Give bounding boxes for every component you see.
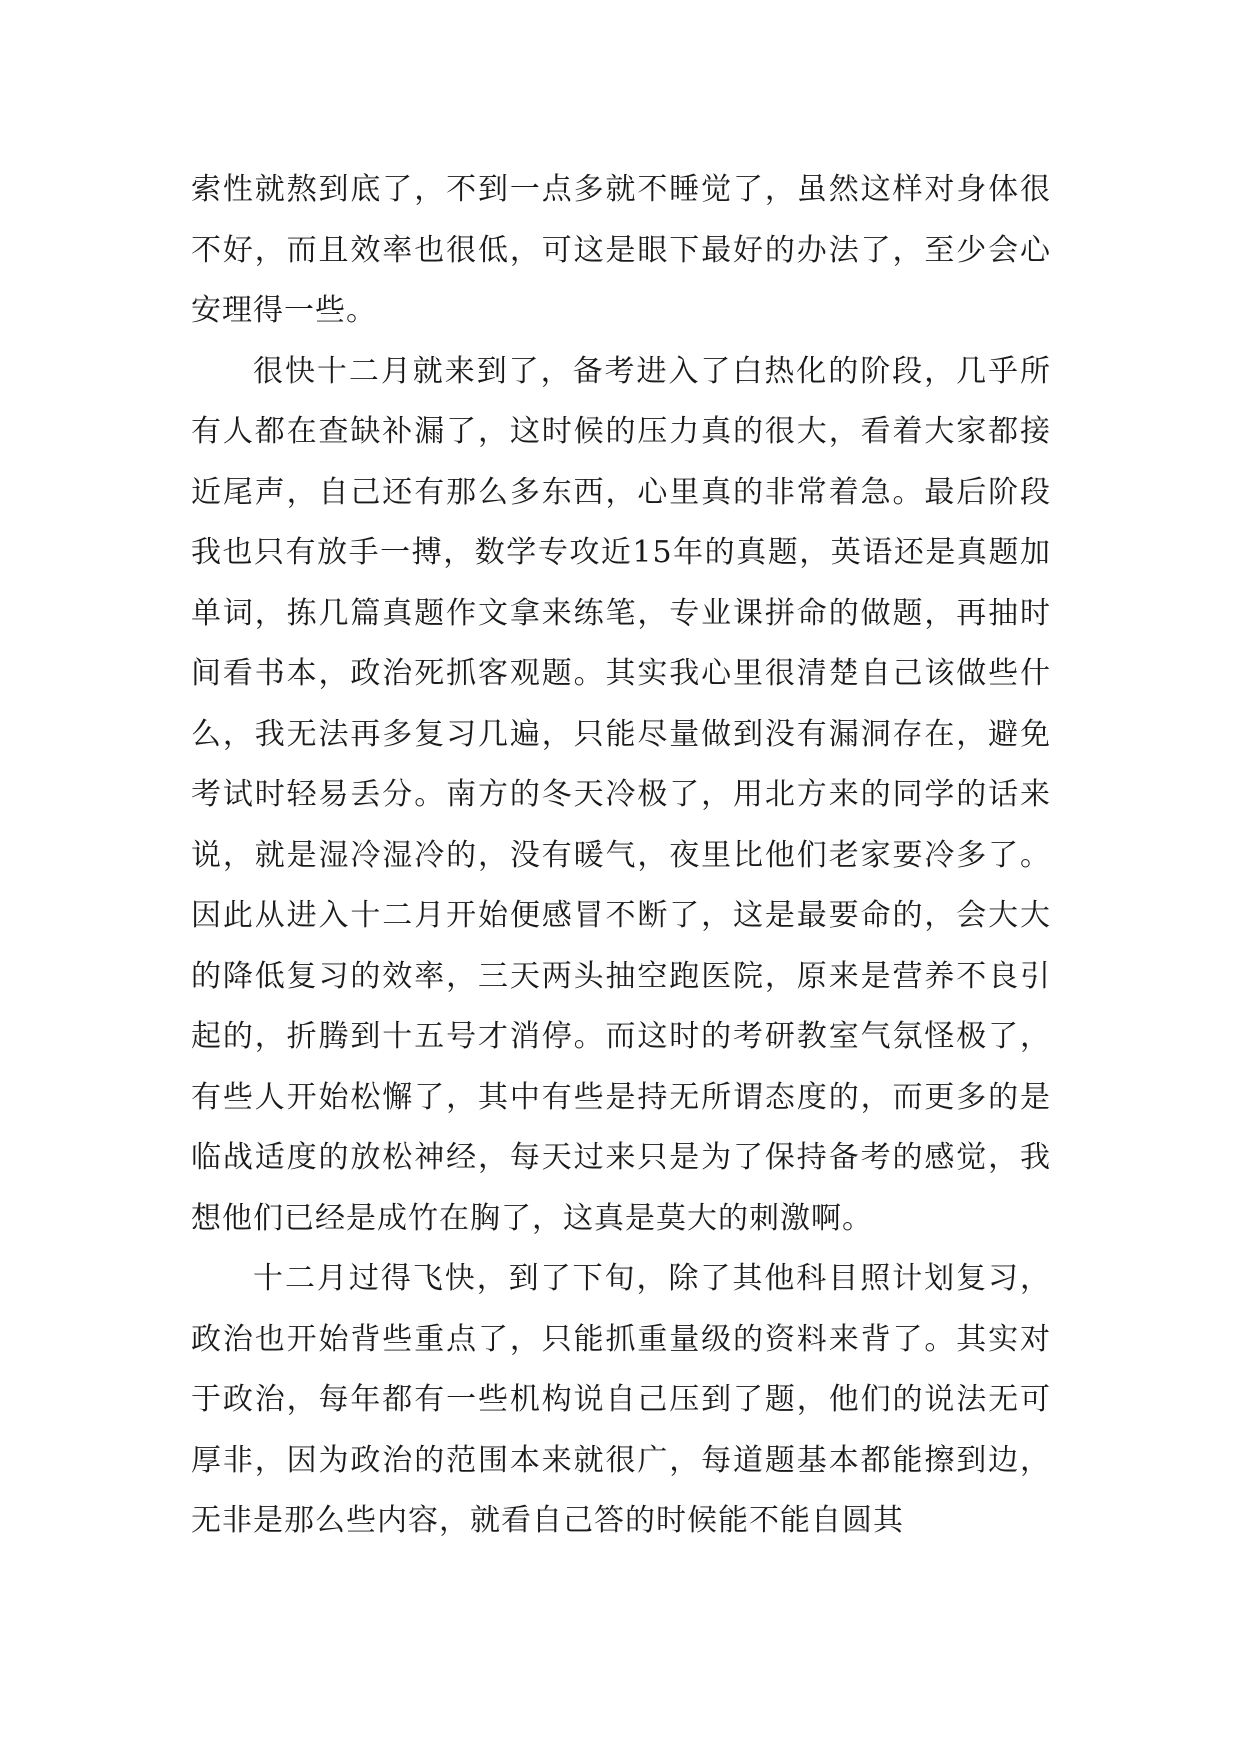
paragraph-1: 索性就熬到底了，不到一点多就不睡觉了，虽然这样对身体很不好，而且效率也很低，可这是眼下最好的办法了，至少会心安理得一些。: [191, 172, 1051, 328]
paragraph-2: 很快十二月就来到了，备考进入了白热化的阶段，几乎所有人都在查缺补漏了，这时候的压力真的很大，看着大家都接近尾声，自己还有那么多东西，心里真的非常着急。最后阶段我也只有放手一搏，数学专攻近15年的真题，英语还是真题加单词，拣几篇真题作文拿来练笔，专业课拼命的做题，再抽时间看书本，政治死抓客观题。其实我心里很清楚自己该做些什么，我无法再多复习几遍，只能尽量做到没有漏洞存在，避免考试时轻易丢分。南方的冬天冷极了，用北方来的同学的话来说，就是湿冷湿冷的，没有暖气，夜里比他们老家要冷多了。因此从进入十二月开始便感冒不断了，这是最要命的，会大大的降低复习的效率，三天两头抽空跑医院，原来是营养不良引起的，折腾到十五号才消停。而这时的考研教室气氛怪极了，有些人开始松懈了，其中有些是持无所谓态度的，而更多的是临战适度的放松神经，每天过来只是为了保持备考的感觉，我想他们已经是成竹在胸了，这真是莫大的刺激啊。: [191, 353, 1051, 1236]
body-text: [191, 160, 1051, 1552]
paragraph-3: 十二月过得飞快，到了下旬，除了其他科目照计划复习，政治也开始背些重点了，只能抓重量级的资料来背了。其实对于政治，每年都有一些机构说自己压到了题，他们的说法无可厚非，因为政治的范围本来就很广，每道题基本都能擦到边，无非是那么些内容，就看自己答的时候能不能自圆其: [191, 1261, 1051, 1538]
